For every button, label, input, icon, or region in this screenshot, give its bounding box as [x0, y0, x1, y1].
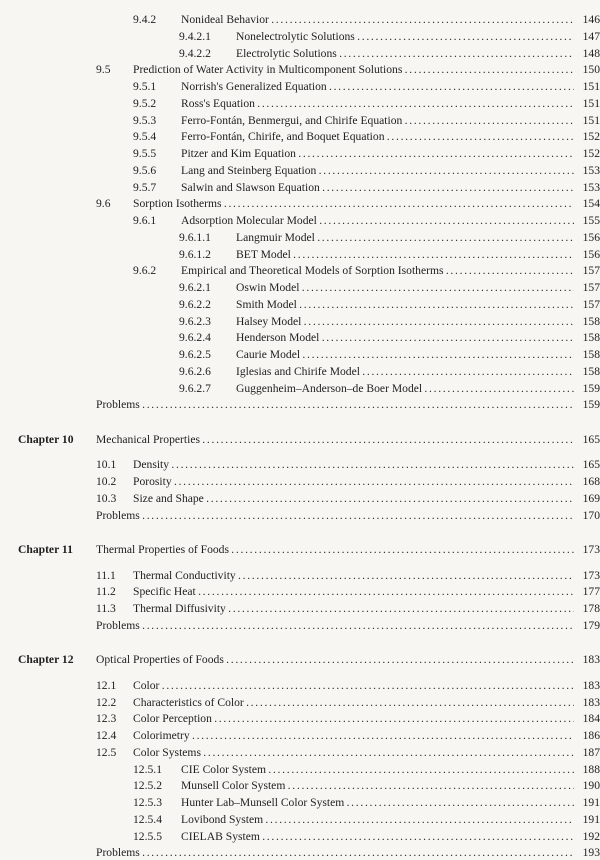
entry-number: 9.6.2.1	[179, 281, 211, 294]
entry-page-number: 177	[582, 585, 600, 599]
toc-entry	[0, 364, 600, 379]
entry-number: 9.6.1.1	[179, 230, 211, 244]
entry-title: Lovibond System . . .	[181, 812, 574, 827]
entry-number: 9.5.5	[133, 147, 157, 160]
entry-number: 12.2	[96, 695, 117, 709]
entry-number: 9.4.2	[133, 13, 157, 26]
toc-entry	[0, 778, 600, 793]
chapter-entry	[0, 432, 600, 447]
entry-number: 11.2	[96, 585, 116, 599]
entry-title: Characteristics of Color . . .	[133, 695, 574, 710]
entry-number: 9.6.2.3	[179, 314, 211, 328]
entry-title: Langmuir Model . . .	[236, 230, 574, 245]
entry-number: 10.1	[96, 458, 117, 472]
entry-title: Thermal Properties of Foods . . .	[96, 542, 574, 557]
entry-title: CIE Color System . . .	[181, 762, 574, 777]
entry-page-number: 184	[582, 712, 600, 726]
entry-number: Chapter 10	[18, 432, 74, 446]
entry-number: 10.2	[96, 475, 117, 488]
entry-title: Smith Model . . .	[236, 297, 574, 312]
entry-number: 12.3	[96, 712, 117, 726]
toc-entry	[0, 695, 600, 710]
entry-number: 9.5.6	[133, 163, 157, 177]
toc-entry	[0, 762, 600, 777]
entry-page-number: 152	[582, 147, 600, 160]
entry-page-number: 188	[582, 762, 600, 776]
toc-entry	[0, 584, 600, 599]
toc-entry	[0, 62, 600, 77]
entry-number: 9.5.1	[133, 80, 157, 93]
entry-title: Salwin and Slawson Equation . . .	[181, 180, 574, 195]
entry-page-number: 173	[582, 568, 600, 582]
toc-entry	[0, 457, 600, 472]
entry-title: Porosity . . .	[133, 474, 574, 489]
toc-entry	[0, 474, 600, 489]
entry-page-number: 191	[582, 812, 600, 826]
entry-title: Pitzer and Kim Equation . . .	[181, 146, 574, 161]
entry-title: Munsell Color System . . .	[181, 778, 574, 793]
entry-page-number: 165	[582, 458, 600, 472]
entry-title: Iglesias and Chirife Model . . .	[236, 364, 574, 379]
entry-page-number: 147	[582, 29, 600, 43]
toc-entry	[0, 728, 600, 743]
entry-page-number: 156	[582, 230, 600, 244]
entry-page-number: 191	[582, 796, 600, 809]
entry-page-number: 178	[582, 602, 600, 615]
entry-page-number: 154	[582, 197, 600, 211]
entry-title: Caurie Model . . .	[236, 347, 574, 362]
toc-entry	[0, 297, 600, 312]
entry-number: 12.4	[96, 729, 117, 742]
chapter-entry	[0, 652, 600, 667]
entry-title: Color . . .	[133, 678, 574, 693]
entry-number: 9.6.2.6	[179, 364, 211, 378]
entry-number: 9.4.2.2	[179, 46, 211, 60]
toc-entry	[0, 601, 600, 616]
entry-number: 9.5.4	[133, 130, 157, 144]
entry-page-number: 157	[582, 264, 600, 278]
toc-entry	[0, 829, 600, 844]
entry-title: Adsorption Molecular Model . . .	[181, 213, 574, 228]
entry-page-number: 156	[582, 247, 600, 261]
entry-title: Ferro-Fontán, Benmergui, and Chirife Equation . . .	[181, 113, 574, 128]
entry-number: 9.6.2.4	[179, 331, 211, 345]
entry-title: Density . . .	[133, 457, 574, 472]
entry-page-number: 170	[582, 508, 600, 522]
entry-page-number: 159	[582, 381, 600, 395]
entry-number: 9.6.1	[133, 214, 157, 227]
toc-entry	[0, 330, 600, 345]
toc-entry	[0, 381, 600, 396]
entry-title: Optical Properties of Foods . . .	[96, 652, 574, 667]
entry-title: Hunter Lab–Munsell Color System . . .	[181, 795, 574, 810]
entry-title: Ross's Equation . . .	[181, 96, 574, 111]
toc-entry	[0, 129, 600, 144]
toc-entry	[0, 196, 600, 211]
entry-title: Nonelectrolytic Solutions . . .	[236, 29, 574, 44]
entry-title: Thermal Conductivity . . .	[133, 568, 574, 583]
entry-title: CIELAB System . . .	[181, 829, 574, 844]
entry-number: 12.5.2	[133, 779, 162, 793]
entry-number: 12.5.4	[133, 812, 162, 826]
entry-title: Ferro-Fontán, Chirife, and Boquet Equation . . .	[181, 129, 574, 144]
entry-number: 12.5	[96, 745, 117, 759]
entry-number: 12.5.5	[133, 829, 162, 843]
entry-number: 11.3	[96, 602, 116, 615]
entry-page-number: 183	[582, 695, 600, 709]
toc-entry	[0, 12, 600, 27]
entry-page-number: 150	[582, 63, 600, 77]
toc-entry	[0, 213, 600, 228]
entry-page-number: 148	[582, 46, 600, 60]
entry-page-number: 155	[582, 214, 600, 227]
entry-title: Norrish's Generalized Equation . . .	[181, 79, 574, 94]
entry-page-number: 168	[582, 475, 600, 488]
entry-number: 9.6	[96, 197, 111, 211]
entry-number: 9.4.2.1	[179, 29, 211, 43]
entry-page-number: 183	[582, 653, 600, 666]
entry-page-number: 151	[582, 80, 600, 93]
entry-title: Mechanical Properties . . .	[96, 432, 574, 447]
entry-number: 12.1	[96, 678, 117, 692]
entry-title: Color Systems . . .	[133, 745, 574, 760]
toc-entry	[0, 678, 600, 693]
toc-entry	[0, 163, 600, 178]
entry-number: 10.3	[96, 491, 117, 505]
entry-number: 9.6.2.2	[179, 297, 211, 311]
entry-title: Empirical and Theoretical Models of Sorption Isotherms . . .	[181, 263, 574, 278]
entry-number: 9.5.2	[133, 96, 157, 110]
toc-entry	[0, 618, 600, 633]
toc-entry	[0, 314, 600, 329]
entry-page-number: 157	[582, 281, 600, 294]
entry-title: Problems . . .	[96, 508, 574, 523]
toc-entry	[0, 29, 600, 44]
entry-page-number: 165	[582, 432, 600, 446]
entry-page-number: 159	[582, 398, 600, 412]
entry-number: 12.5.3	[133, 796, 162, 809]
entry-page-number: 179	[582, 618, 600, 632]
toc-entry	[0, 508, 600, 523]
entry-page-number: 186	[582, 729, 600, 742]
toc-entry	[0, 113, 600, 128]
toc-entry	[0, 180, 600, 195]
entry-title: Guggenheim–Anderson–de Boer Model . . .	[236, 381, 574, 396]
entry-page-number: 158	[582, 331, 600, 345]
toc-entry	[0, 795, 600, 810]
entry-page-number: 173	[582, 542, 600, 556]
entry-number: 9.6.2	[133, 264, 157, 278]
toc-entry	[0, 397, 600, 412]
entry-number: 11.1	[96, 568, 116, 582]
entry-page-number: 151	[582, 96, 600, 110]
entry-title: Prediction of Water Activity in Multicomponent Solutions . . .	[133, 62, 574, 77]
entry-title: Nonideal Behavior . . .	[181, 12, 574, 27]
toc-entry	[0, 745, 600, 760]
entry-page-number: 190	[582, 779, 600, 793]
entry-title: Electrolytic Solutions . . .	[236, 46, 574, 61]
entry-title: Colorimetry . . .	[133, 728, 574, 743]
entry-number: 9.6.2.5	[179, 348, 211, 361]
entry-page-number: 158	[582, 314, 600, 328]
entry-title: Sorption Isotherms . . .	[133, 196, 574, 211]
entry-number: 9.5	[96, 63, 111, 77]
entry-page-number: 146	[582, 13, 600, 26]
entry-title: Problems . . .	[96, 397, 574, 412]
entry-page-number: 153	[582, 180, 600, 194]
entry-number: 12.5.1	[133, 762, 162, 776]
entry-title: Size and Shape . . .	[133, 491, 574, 506]
toc-entry	[0, 79, 600, 94]
entry-page-number: 169	[582, 491, 600, 505]
entry-number: 9.6.2.7	[179, 381, 211, 395]
toc-entry	[0, 812, 600, 827]
entry-title: Specific Heat . . .	[133, 584, 574, 599]
toc-entry	[0, 568, 600, 583]
toc-entry	[0, 247, 600, 262]
entry-number: Chapter 12	[18, 653, 74, 666]
entry-page-number: 153	[582, 163, 600, 177]
entry-page-number: 158	[582, 348, 600, 361]
entry-title: Problems . . .	[96, 845, 574, 860]
toc-entry	[0, 96, 600, 111]
toc-entry	[0, 347, 600, 362]
toc-entry	[0, 146, 600, 161]
chapter-entry	[0, 542, 600, 557]
toc-entry	[0, 263, 600, 278]
entry-title: Oswin Model . . .	[236, 280, 574, 295]
entry-number: 9.6.1.2	[179, 247, 211, 261]
entry-page-number: 187	[582, 745, 600, 759]
toc-entry	[0, 491, 600, 506]
entry-page-number: 192	[582, 829, 600, 843]
entry-title: Problems . . .	[96, 618, 574, 633]
toc-entry	[0, 46, 600, 61]
toc-entry	[0, 230, 600, 245]
toc-entry	[0, 711, 600, 726]
entry-page-number: 158	[582, 364, 600, 378]
entry-page-number: 152	[582, 130, 600, 144]
toc-entry	[0, 280, 600, 295]
entry-number: 9.5.7	[133, 180, 157, 194]
entry-page-number: 157	[582, 297, 600, 311]
entry-page-number: 193	[582, 846, 600, 860]
entry-title: Lang and Steinberg Equation . . .	[181, 163, 574, 178]
entry-title: BET Model . . .	[236, 247, 574, 262]
entry-number: 9.5.3	[133, 113, 157, 127]
entry-title: Color Perception . . .	[133, 711, 574, 726]
entry-number: Chapter 11	[18, 542, 73, 556]
entry-page-number: 183	[582, 678, 600, 692]
entry-title: Thermal Diffusivity . . .	[133, 601, 574, 616]
entry-title: Henderson Model . . .	[236, 330, 574, 345]
entry-title: Halsey Model . . .	[236, 314, 574, 329]
entry-page-number: 151	[582, 113, 600, 127]
